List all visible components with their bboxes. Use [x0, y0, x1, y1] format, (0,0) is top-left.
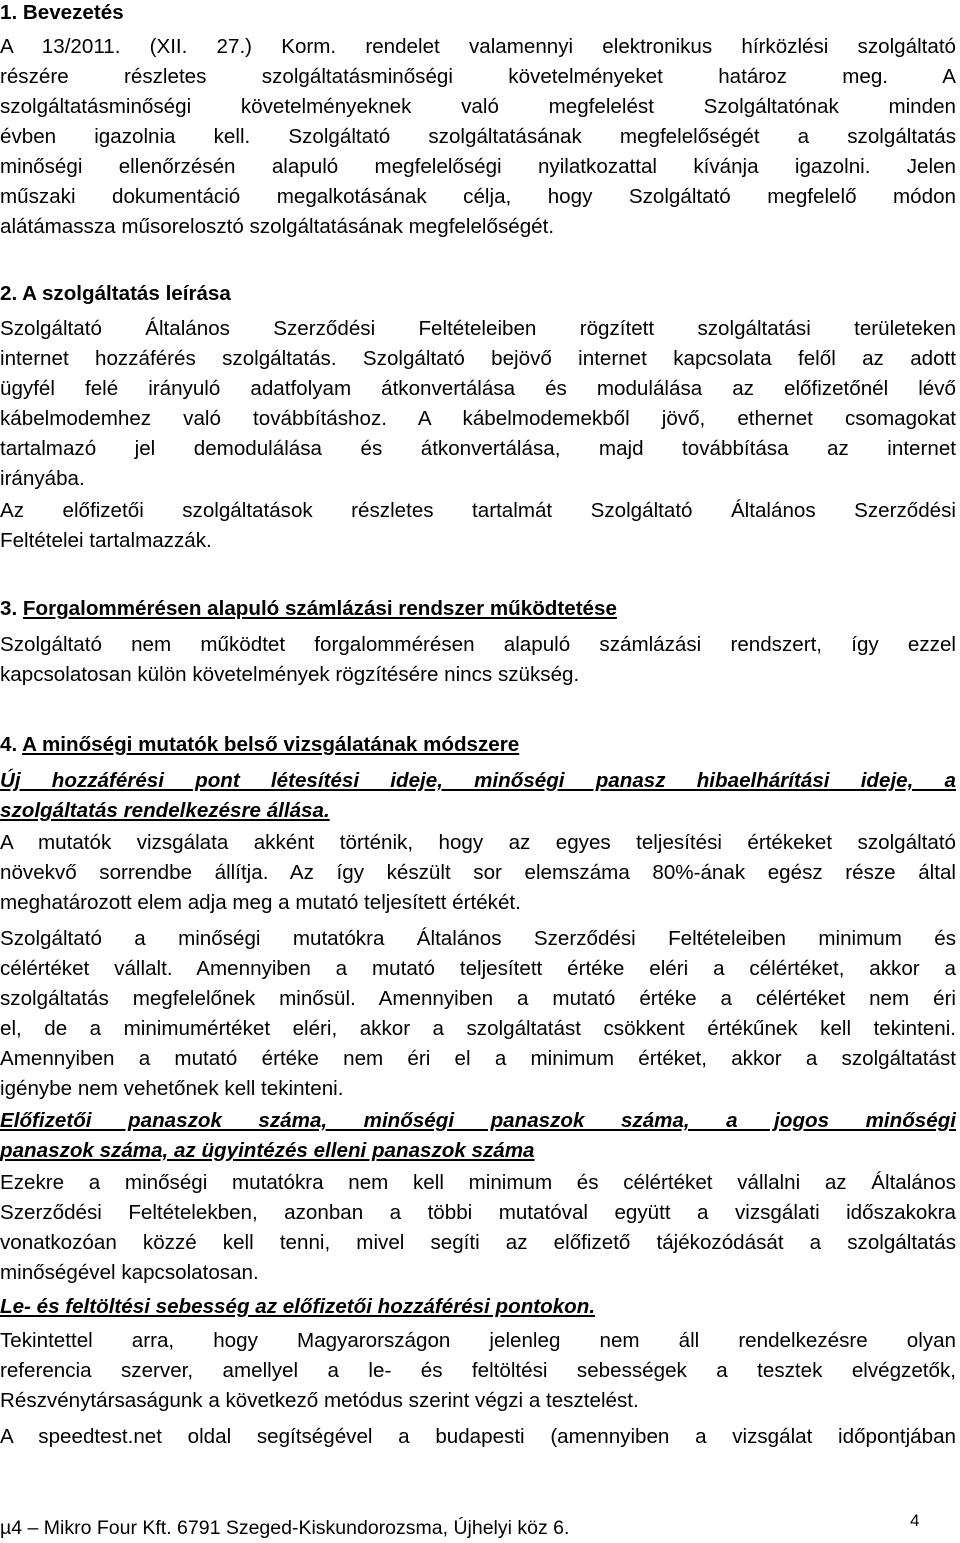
section3-line: kapcsolatosan külön követelmények rögzítésére nincs szükség. [0, 663, 580, 686]
intro-line: A 13/2011. (XII. 27.) Korm. rendelet valamennyi elektronikus hírközlési szolgáltató [0, 35, 956, 58]
para-b-line: Ezekre a minőségi mutatókra nem kell minimum és célértéket vállalni az Általános [0, 1171, 956, 1194]
heading-title: Forgalommérésen alapuló számlázási rendszer működtetése [22, 597, 617, 620]
intro-line: alátámassza műsorelosztó szolgáltatásának megfelelőségét. [0, 215, 555, 238]
para-c-line: referencia szerver, amellyel a le- és feltöltési sebességek a tesztek elvégzetők, [0, 1359, 956, 1382]
section2-line: kábelmodemhez való továbbításhoz. A kábelmodemekből jövő, ethernet csomagokat [0, 407, 956, 430]
section2b-line: Feltételei tartalmazzák. [0, 529, 212, 552]
heading-number: 3. [0, 597, 23, 620]
para-a2-line: célértéket vállalt. Amennyiben a mutató teljesített értéke eléri a célértéket, akkor a [0, 957, 956, 980]
heading-bevezetes: 1. Bevezetés [0, 1, 124, 24]
section2-line: internet hozzáférés szolgáltatás. Szolgáltató bejövő internet kapcsolata felől az adott [0, 347, 956, 370]
subheading-sebesseg: Le- és feltöltési sebesség az előfizetői hozzáférési pontokon. [0, 1295, 596, 1318]
intro-line: műszaki dokumentáció megalkotásának célja, hogy Szolgáltató megfelelő módon [0, 185, 956, 208]
heading-number: 4. [0, 733, 23, 756]
para-a1-line: növekvő sorrendbe állítja. Az így készült sor elemszáma 80%-ának egész része által [0, 861, 956, 884]
subheading-panaszok: Előfizetői panaszok száma, minőségi panaszok száma, a jogos minőségi [0, 1109, 956, 1132]
section2b-line: Az előfizetői szolgáltatások részletes tartalmát Szolgáltató Általános Szerződési [0, 499, 956, 522]
heading-title: A minőségi mutatók belső vizsgálatának módszere [22, 733, 520, 756]
subheading-panaszok: panaszok száma, az ügyintézés elleni panaszok száma [0, 1139, 535, 1162]
section2-line: Szolgáltató Általános Szerződési Feltételeiben rögzített szolgáltatási területeken [0, 317, 956, 340]
section3-line: Szolgáltató nem működtet forgalommérésen alapuló számlázási rendszert, így ezzel [0, 633, 956, 656]
heading-minosegi-mutatok [0, 730, 956, 760]
para-a2-line: Szolgáltató a minőségi mutatókra Általános Szerződési Feltételeiben minimum és [0, 927, 956, 950]
para-b-line: vonatkozóan közzé kell tenni, mivel segíti az előfizető tájékozódását a szolgáltatás [0, 1231, 956, 1254]
para-d-line: A speedtest.net oldal segítségével a budapesti (amennyiben a vizsgálat időpontjában [0, 1425, 956, 1448]
section2-line: tartalmazó jel demodulálása és átkonvertálása, majd továbbítása az internet [0, 437, 956, 460]
para-a2-line: Amennyiben a mutató értéke nem éri el a minimum értéket, akkor a szolgáltatást [0, 1047, 956, 1070]
heading-forgalommeres [0, 594, 956, 624]
para-c-line: Részvénytársaságunk a következő metódus szerint végzi a tesztelést. [0, 1389, 639, 1412]
para-b-line: minőségével kapcsolatosan. [0, 1261, 259, 1284]
para-a1-line: meghatározott elem adja meg a mutató teljesített értékét. [0, 891, 521, 914]
footer-company: µ4 – Mikro Four Kft. 6791 Szeged-Kiskundorozsma, Újhelyi köz 6. [0, 1517, 570, 1539]
para-c-line: Tekintettel arra, hogy Magyarországon jelenleg nem áll rendelkezésre olyan [0, 1329, 956, 1352]
heading-szolgaltatas-leirasa: 2. A szolgáltatás leírása [0, 282, 231, 305]
intro-line: minőségi ellenőrzésén alapuló megfelelőségi nyilatkozattal kívánja igazolni. Jelen [0, 155, 956, 178]
para-a2-line: igénybe nem vehetőnek kell tekinteni. [0, 1077, 344, 1100]
intro-line: évben igazolnia kell. Szolgáltató szolgáltatásának megfelelőségét a szolgáltatás [0, 125, 956, 148]
intro-line: részére részletes szolgáltatásminőségi követelményeket határoz meg. A [0, 65, 956, 88]
subheading-hozzaferesi-pont: szolgáltatás rendelkezésre állása. [0, 799, 330, 822]
para-a1-line: A mutatók vizsgálata akként történik, hogy az egyes teljesítési értékeket szolgáltató [0, 831, 956, 854]
section2-line: ügyfél felé irányuló adatfolyam átkonvertálása és modulálása az előfizetőnél lévő [0, 377, 956, 400]
footer-page-number: 4 [910, 1511, 920, 1530]
intro-line: szolgáltatásminőségi követelményeknek való megfelelést Szolgáltatónak minden [0, 95, 956, 118]
para-b-line: Szerződési Feltételekben, azonban a többi mutatóval együtt a vizsgálati időszakokra [0, 1201, 956, 1224]
section2-line: irányába. [0, 467, 85, 490]
para-a2-line: el, de a minimumértéket eléri, akkor a szolgáltatást csökkent értékűnek kell tekinteni. [0, 1017, 956, 1040]
para-a2-line: szolgáltatás megfelelőnek minősül. Amennyiben a mutató értéke a célértéket nem éri [0, 987, 956, 1010]
subheading-hozzaferesi-pont: Új hozzáférési pont létesítési ideje, minőségi panasz hibaelhárítási ideje, a [0, 769, 956, 792]
